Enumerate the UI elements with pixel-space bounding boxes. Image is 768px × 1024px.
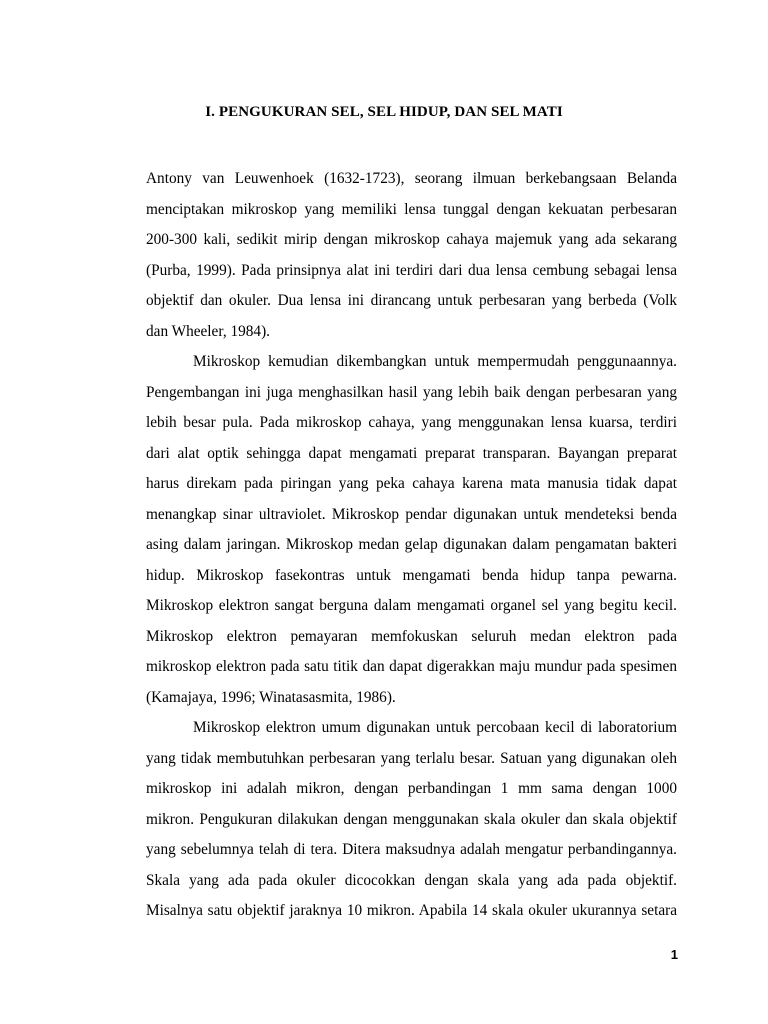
text-line: lebih besar pula. Pada mikroskop cahaya, yang menggunakan lensa kuarsa, terdiri [146, 414, 677, 431]
page-title: I. PENGUKURAN SEL, SEL HIDUP, DAN SEL MATI [205, 104, 563, 120]
text-line: Mikroskop elektron umum digunakan untuk percobaan kecil di laboratorium [193, 719, 677, 736]
text-line: yang tidak membutuhkan perbesaran yang terlalu besar. Satuan yang digunakan oleh [146, 749, 677, 767]
text-line: Pengembangan ini juga menghasilkan hasil yang lebih baik dengan perbesaran yang [146, 383, 677, 401]
text-line: mikroskop elektron pada satu titik dan dapat digerakkan maju mundur pada spesimen [146, 658, 677, 675]
text-line: 200-300 kali, sedikit mirip dengan mikroskop cahaya majemuk yang ada sekarang [146, 231, 677, 248]
page-number: 1 [670, 947, 678, 962]
text-line: menangkap sinar ultraviolet. Mikroskop pendar digunakan untuk mendeteksi benda [146, 505, 677, 523]
text-line: Mikroskop elektron sangat berguna dalam mengamati organel sel yang begitu kecil. [146, 597, 677, 614]
text-line: objektif dan okuler. Dua lensa ini dirancang untuk perbesaran yang berbeda (Volk [146, 292, 677, 309]
text-line: harus direkam pada piringan yang peka cahaya karena mata manusia tidak dapat [146, 475, 677, 492]
text-line: hidup. Mikroskop fasekontras untuk mengamati benda hidup tanpa pewarna. [146, 566, 677, 584]
paragraph [146, 168, 677, 351]
paragraph [146, 717, 677, 931]
text-line: yang sebelumnya telah di tera. Ditera maksudnya adalah mengatur perbandingannya. [146, 841, 677, 858]
text-line: Misalnya satu objektif jaraknya 10 mikron. Apabila 14 skala okuler ukurannya setara [146, 902, 677, 919]
text-line: (Kamajaya, 1996; Winatasasmita, 1986). [146, 688, 396, 706]
text-line: Mikroskop elektron pemayaran memfokuskan seluruh medan elektron pada [146, 627, 677, 645]
paragraph [146, 351, 677, 717]
text-line: asing dalam jaringan. Mikroskop medan gelap digunakan dalam pengamatan bakteri [146, 536, 677, 553]
text-line: mikron. Pengukuran dilakukan dengan menggunakan skala okuler dan skala objektif [146, 810, 677, 828]
text-line: dan Wheeler, 1984). [146, 322, 270, 340]
text-line: (Purba, 1999). Pada prinsipnya alat ini terdiri dari dua lensa cembung sebagai lensa [146, 261, 677, 279]
text-line: Mikroskop kemudian dikembangkan untuk mempermudah penggunaannya. [193, 353, 677, 370]
text-line: Antony van Leuwenhoek (1632-1723), seorang ilmuan berkebangsaan Belanda [146, 170, 677, 187]
text-line: menciptakan mikroskop yang memiliki lensa tunggal dengan kekuatan perbesaran [146, 200, 677, 218]
text-line: Skala yang ada pada okuler dicocokkan dengan skala yang ada pada objektif. [146, 871, 677, 889]
body-text [146, 168, 677, 931]
text-line: mikroskop ini adalah mikron, dengan perbandingan 1 mm sama dengan 1000 [146, 780, 677, 797]
text-line: dari alat optik sehingga dapat mengamati preparat transparan. Bayangan preparat [146, 444, 677, 462]
